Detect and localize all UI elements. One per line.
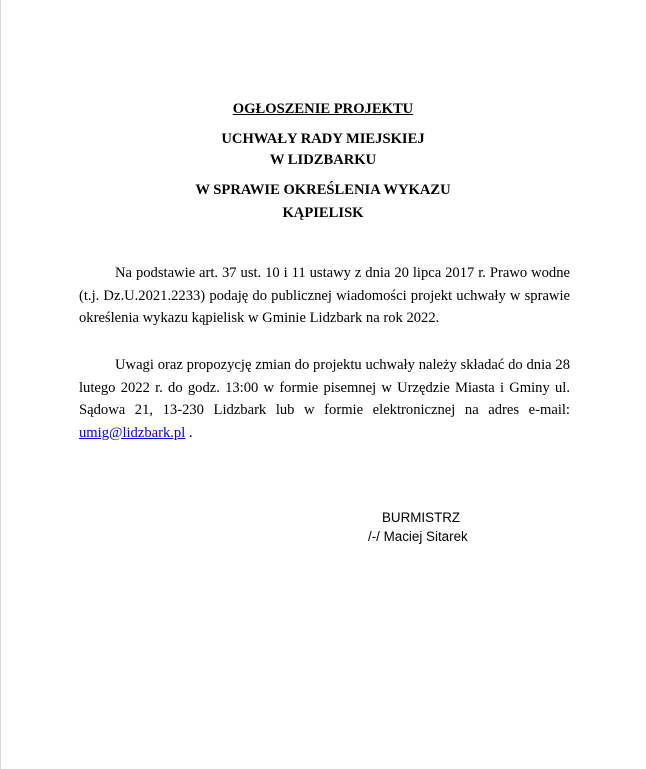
comments-paragraph-text: Uwagi oraz propozycję zmian do projektu uchwały należy składać do dnia 28 lutego 2022 r. do godz. 13:00 w formie pisemnej w Urzędzie Miasta i Gminy ul. Sądowa 21, 13-230 Lidzbark lub w formie elektronicznej na adres e-mail: (79, 357, 570, 418)
legal-basis-paragraph: Na podstawie art. 37 ust. 10 i 11 ustawy z dnia 20 lipca 2017 r. Prawo wodne (t.j. Dz.U.2021.2233) podaję do publicznej wiadomości projekt uchwały w sprawie określenia wykazu kąpielisk w Gminie Lidzbark na rok 2022. (79, 265, 570, 326)
subject-title-line-2: KĄPIELISK (282, 205, 364, 221)
announcement-title-text: OGŁOSZENIE PROJEKTU (232, 101, 414, 117)
subject-title-line-1: W SPRAWIE OKREŚLENIA WYKAZU (195, 182, 451, 198)
resolution-title-line-1: UCHWAŁY RADY MIEJSKIEJ (221, 131, 425, 147)
comments-paragraph-end: . (185, 424, 193, 441)
announcement-title (0, 99, 646, 119)
resolution-title-line-2: W LIDZBARKU (269, 152, 377, 168)
email-link[interactable]: umig@lidzbark.pl (79, 424, 186, 441)
signature-title: BURMISTRZ (382, 510, 461, 525)
signature-name: /-/ Maciej Sitarek (368, 529, 468, 544)
comments-paragraph (79, 354, 570, 444)
